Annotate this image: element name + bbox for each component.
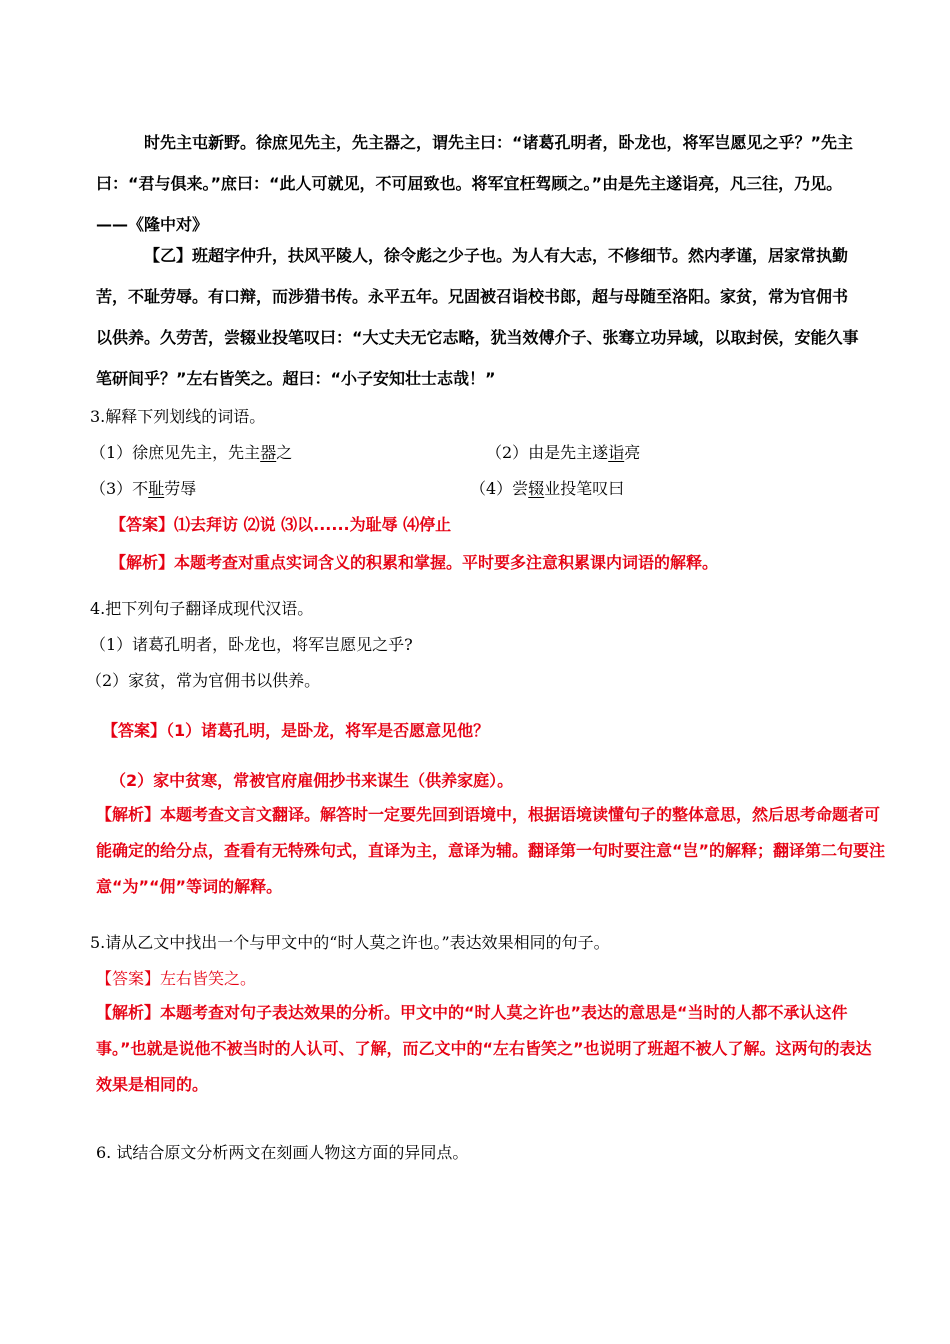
q4-title: 4.把下列句子翻译成现代汉语。: [90, 599, 314, 618]
q3-title: 3.解释下列划线的词语。: [90, 407, 266, 426]
passage-yi: [96, 235, 860, 399]
passage-yi-text: 【乙】班超字仲升，扶风平陵人，徐令彪之少子也。为人有大志，不修细节。然内孝谨，居家常执勤苦，不耻劳辱。有口辩，而涉猎书传。永平五年。兄固被召诣校书郎，超与母随至洛阳。家贫，常为官佣书以供养。久劳苦，尝辍业投笔叹曰：“大丈夫无它志略，犹当效傅介子、张骞立功异域，以取封侯，安能久事笔研间乎？”左右皆笑之。超曰：“小子安知壮士志哉！”: [96, 246, 859, 388]
q3-item-4-pre: （4）尝: [470, 479, 529, 498]
q3-item-4-word: 辍: [528, 479, 545, 498]
q6-title: 6. 试结合原文分析两文在刻画人物这方面的异同点。: [96, 1143, 469, 1162]
q5-title: 5.请从乙文中找出一个与甲文中的“时人莫之许也。”表达效果相同的句子。: [90, 933, 610, 952]
q3-answer: 【答案】⑴去拜访 ⑵说 ⑶以......为耻辱 ⑷停止: [110, 515, 452, 534]
q3-item-2-word: 诣: [608, 443, 625, 462]
q4-answer-2: （2）家中贫寒，常被官府雇佣抄书来谋生（供养家庭）。: [110, 771, 514, 790]
q5-answer: 【答案】左右皆笑之。: [96, 969, 257, 988]
q3-item-3-word: 耻: [148, 479, 165, 498]
q3-item-1-pre: （1）徐庶见先主，先主: [90, 443, 261, 462]
q3-item-2: [486, 440, 640, 463]
q4-item-2: （2）家贫，常为官佣书以供养。: [86, 671, 321, 690]
q4-item-1: （1）诸葛孔明者，卧龙也，将军岂愿见之乎?: [90, 635, 413, 654]
q3-item-2-post: 亮: [624, 443, 641, 462]
q3-item-3-post: 劳辱: [164, 479, 197, 498]
q3-analysis: 【解析】本题考查对重点实词含义的积累和掌握。平时要多注意积累课内词语的解释。: [110, 553, 719, 572]
q3-item-4: [470, 476, 624, 499]
q3-item-2-pre: （2）由是先主遂: [486, 443, 609, 462]
q3-item-1-word: 器: [260, 443, 277, 462]
q5-analysis: 【解析】本题考查对句子表达效果的分析。甲文中的“时人莫之许也”表达的意思是“当时的人都不承认这件事。”也就是说他不被当时的人认可、了解，而乙文中的“左右皆笑之”也说明了班超不被人了解。这两句的表达效果是相同的。: [96, 1003, 872, 1094]
passage-jia: [96, 122, 860, 245]
q3-item-4-post: 业投笔叹曰: [544, 479, 625, 498]
passage-jia-text: 时先主屯新野。徐庶见先主，先主器之，谓先主曰：“诸葛孔明者，卧龙也，将军岂愿见之乎？”先主曰：“君与俱来。”庶曰：“此人可就见，不可屈致也。将军宜枉驾顾之。”由是先主遂诣亮，凡三往，乃见。——《隆中对》: [96, 133, 854, 234]
q4-answer-1: 【答案】（1）诸葛孔明，是卧龙，将军是否愿意见他？: [102, 721, 490, 740]
q3-item-1: [90, 440, 292, 463]
q4-analysis: 【解析】本题考查文言文翻译。解答时一定要先回到语境中，根据语境读懂句子的整体意思，然后思考命题者可能确定的给分点，查看有无特殊句式，直译为主，意译为辅。翻译第一句时要注意“岂”的解释；翻译第二句要注意“为”“佣”等词的解释。: [96, 805, 886, 896]
q3-item-3-pre: （3）不: [90, 479, 149, 498]
q3-item-1-post: 之: [276, 443, 293, 462]
q3-item-3: [90, 476, 196, 499]
